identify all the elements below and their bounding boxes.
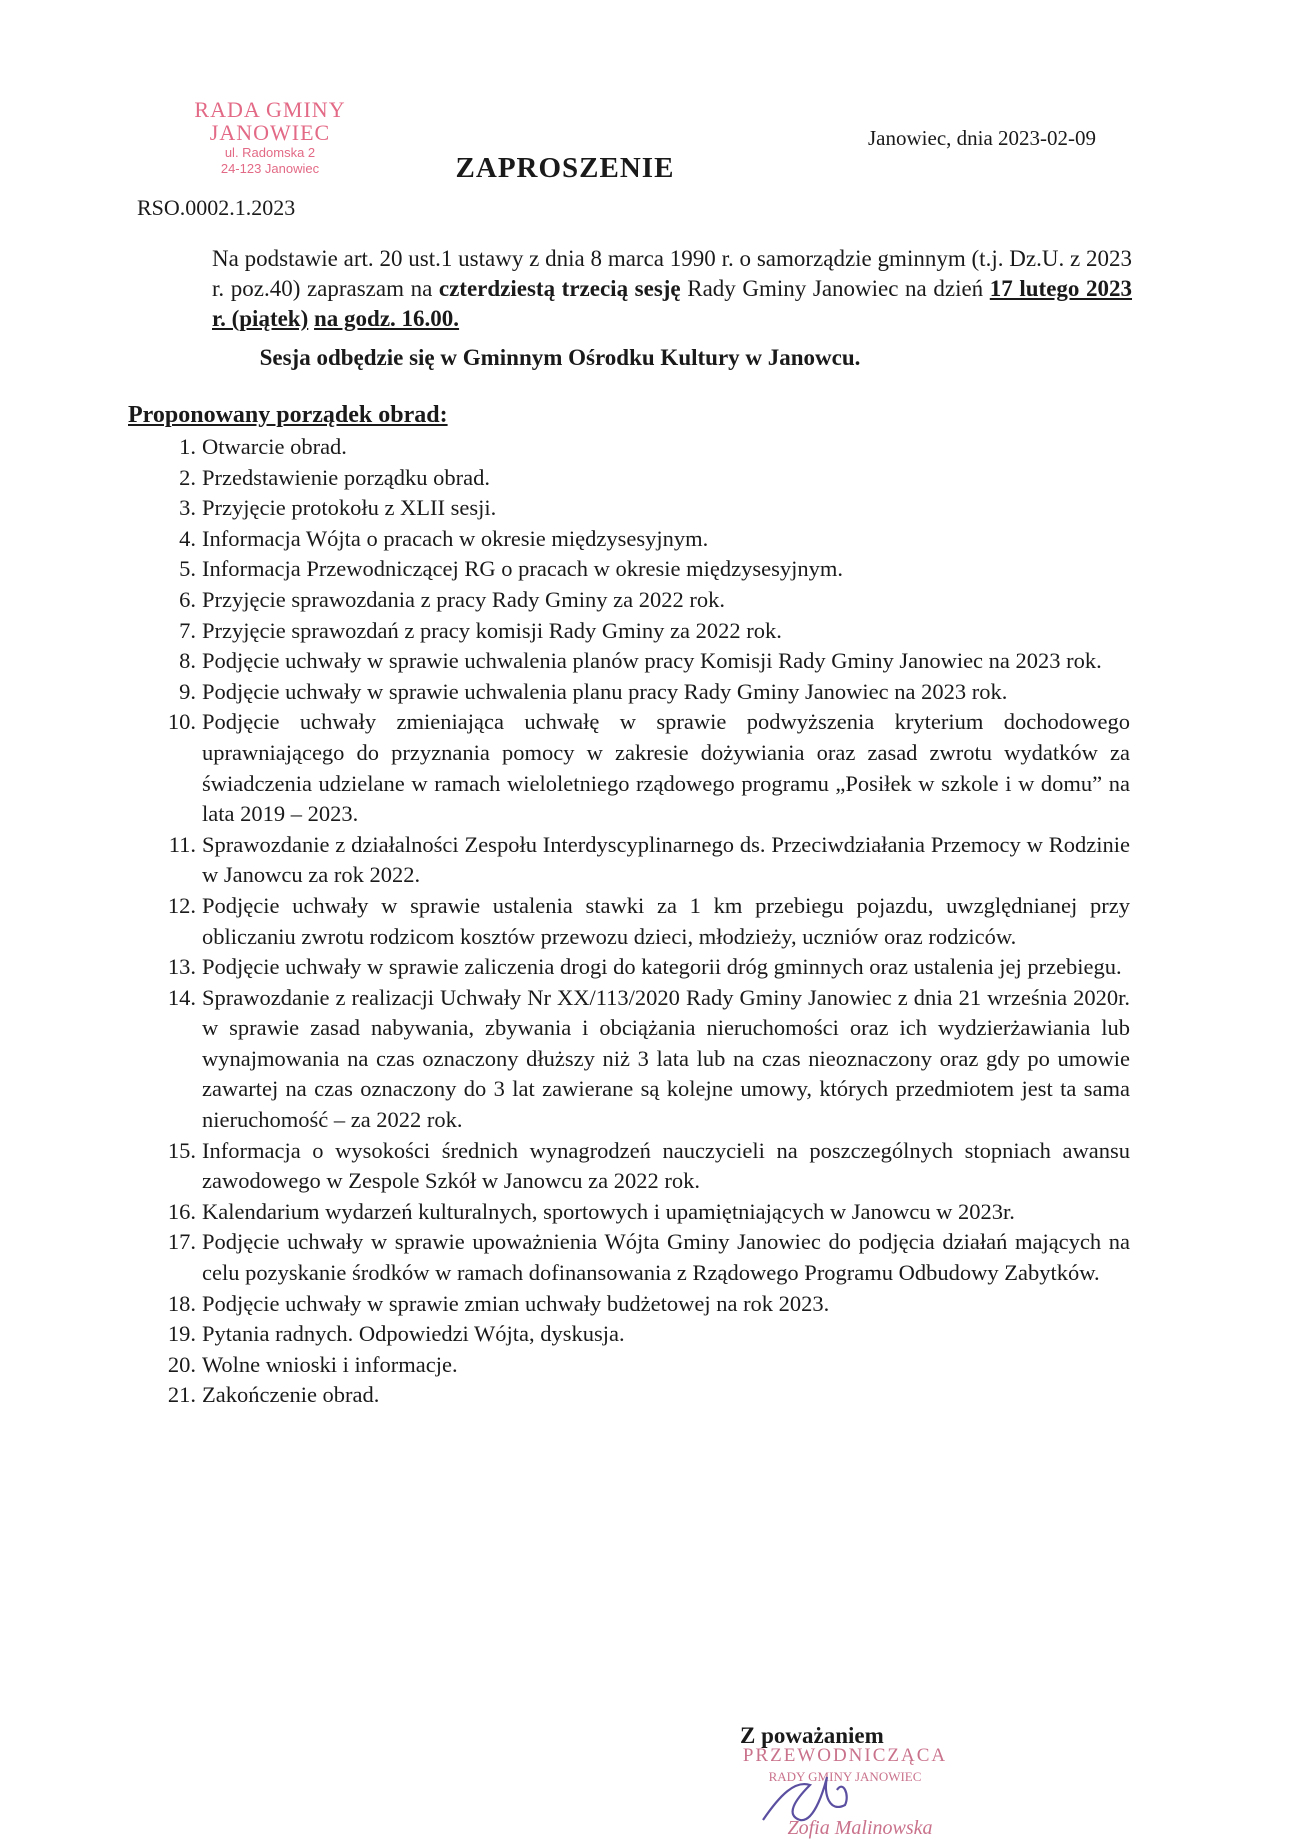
agenda-item-number: 17. [167, 1229, 196, 1255]
agenda-item-number: 21. [167, 1382, 196, 1408]
session-date: 17 lutego 2023 r. (piątek) [212, 276, 1133, 331]
agenda-item-number: 3. [179, 495, 196, 521]
agenda-item [145, 1227, 1130, 1288]
agenda-item [145, 524, 1130, 555]
agenda-item [145, 1350, 1130, 1381]
intro-text-2: Rady Gminy Janowiec na dzień [680, 276, 990, 301]
agenda-item-text: Sprawozdanie z działalności Zespołu Interdyscyplinarnego ds. Przeciwdziałania Przemocy w Rodzinie w Janowcu za rok 2022. [202, 831, 1130, 888]
signature-name: Zofia Malinowska [787, 1817, 933, 1839]
agenda-item-text: Przyjęcie protokołu z XLII sesji. [202, 495, 497, 521]
intro-text-1: Na podstawie art. 20 ust.1 ustawy z dnia 8 marca 1990 r. o samorządzie gminnym (t.j. Dz.U. z 2023 r. poz.40) zapraszam na [212, 246, 1132, 301]
agenda-item-number: 11. [168, 831, 196, 857]
agenda-item [145, 432, 1130, 463]
agenda-item-number: 8. [179, 648, 196, 674]
agenda-item-text: Przyjęcie sprawozdania z pracy Rady Gminy za 2022 rok. [202, 586, 725, 612]
document-title: ZAPROSZENIE [455, 152, 675, 184]
stamp-line-2: JANOWIEC [209, 120, 331, 146]
session-name: czterdziestą trzecią sesję [438, 276, 681, 301]
agenda-item-number: 9. [179, 678, 196, 704]
agenda-item-text: Informacja Wójta o pracach w okresie międzysesyjnym. [202, 525, 709, 551]
agenda-item-number: 10. [167, 709, 196, 735]
agenda-item-number: 14. [167, 984, 196, 1010]
session-time: na godz. 16.00. [314, 306, 460, 331]
signature-title: PRZEWODNICZĄCA [742, 1745, 948, 1766]
agenda-item-number: 12. [167, 892, 196, 918]
reference-number: RSO.0002.1.2023 [137, 195, 296, 220]
signature-subtitle: RADY GMINY JANOWIEC [768, 1769, 922, 1784]
agenda-item-text: Podjęcie uchwały w sprawie zaliczenia drogi do kategorii dróg gminnych oraz ustalenia jej przebiegu. [202, 954, 1122, 980]
agenda-item-number: 18. [167, 1290, 196, 1316]
agenda-item-number: 19. [167, 1321, 196, 1347]
agenda-item [145, 463, 1130, 494]
agenda-item-number: 1. [179, 434, 196, 459]
agenda-item-text: Kalendarium wydarzeń kulturalnych, sportowych i upamiętniających w Janowcu w 2023r. [202, 1198, 1015, 1224]
agenda-item [145, 891, 1130, 952]
agenda-item-text: Podjęcie uchwały w sprawie uchwalenia planów pracy Komisji Rady Gminy Janowiec na 2023 rok. [202, 648, 1102, 674]
stamp-line-1: RADA GMINY [194, 97, 346, 122]
agenda-item [145, 952, 1130, 983]
agenda-item-text: Podjęcie uchwały w sprawie uchwalenia planu pracy Rady Gminy Janowiec na 2023 rok. [202, 678, 1008, 704]
agenda-item-number: 2. [179, 464, 196, 490]
closing-phrase: Z poważaniem [740, 1723, 884, 1748]
signature-stamp [725, 1745, 965, 1840]
agenda-item-text: Otwarcie obrad. [202, 434, 347, 459]
agenda-item-text: Przedstawienie porządku obrad. [202, 464, 491, 490]
stamp-line-4: 24-123 Janowiec [220, 160, 320, 176]
session-location: Sesja odbędzie się w Gminnym Ośrodku Kultury w Janowcu. [259, 345, 861, 370]
agenda-item-number: 13. [167, 954, 196, 980]
agenda-item-number: 5. [179, 556, 196, 582]
agenda-item-text: Informacja Przewodniczącej RG o pracach w okresie międzysesyjnym. [202, 556, 843, 582]
agenda-item-text: Podjęcie uchwały w sprawie ustalenia stawki za 1 km przebiegu pojazdu, uwzględnianej przy obliczaniu zwrotu rodzicom kosztów przewozu dzieci, młodzieży, uczniów oraz rodziców. [202, 892, 1130, 949]
agenda-item-text: Sprawozdanie z realizacji Uchwały Nr XX/113/2020 Rady Gminy Janowiec z dnia 21 września 2020r. w sprawie zasad nabywania, zbywania i obciążania nieruchomości oraz ich wydzierżawiania lub wynajmowania na czas oznaczony dłuższy niż 3 lata lub na czas nieoznaczony oraz gdy po umowie zawartej na czas oznaczony do 3 lat zawierane są kolejne umowy, których przedmiotem jest ta sama nieruchomość – za 2022 rok. [202, 984, 1130, 1133]
stamp-line-3: ul. Radomska 2 [224, 145, 316, 161]
agenda-item-text: Zakończenie obrad. [202, 1382, 380, 1408]
agenda-item [145, 1136, 1130, 1197]
agenda-item-text: Podjęcie uchwały zmieniająca uchwałę w sprawie podwyższenia kryterium dochodowego uprawniającego do przyznania pomocy w zakresie dożywiania oraz zasad zwrotu wydatków za świadczenia udzielane w ramach wieloletniego rządowego programu „Posiłek w szkole i w domu” na lata 2019 – 2023. [202, 709, 1130, 827]
agenda-item-text: Podjęcie uchwały w sprawie zmian uchwały budżetowej na rok 2023. [202, 1290, 830, 1316]
agenda-item [145, 830, 1130, 891]
agenda-item [145, 677, 1130, 708]
agenda-item-text: Przyjęcie sprawozdań z pracy komisji Rady Gminy za 2022 rok. [202, 617, 782, 643]
agenda-item [145, 1197, 1130, 1228]
agenda-item [145, 983, 1130, 1136]
agenda-item-number: 16. [167, 1198, 196, 1224]
place-date: Janowiec, dnia 2023-02-09 [868, 126, 1097, 150]
agenda-item [145, 707, 1130, 829]
agenda-item-number: 15. [167, 1137, 196, 1163]
agenda-item-text: Pytania radnych. Odpowiedzi Wójta, dyskusja. [202, 1321, 625, 1347]
agenda-item [145, 1319, 1130, 1350]
agenda-item [145, 493, 1130, 524]
agenda-item-number: 4. [179, 525, 196, 551]
agenda-item [145, 554, 1130, 585]
agenda-item-number: 20. [167, 1351, 196, 1377]
agenda-item-number: 7. [179, 617, 196, 643]
agenda-item-text: Informacja o wysokości średnich wynagrodzeń nauczycieli na poszczególnych stopniach awansu zawodowego w Zespole Szkół w Janowcu za 2022 rok. [202, 1137, 1130, 1194]
handwritten-signature-icon [755, 1765, 865, 1835]
agenda-item-text: Podjęcie uchwały w sprawie upoważnienia Wójta Gminy Janowiec do podjęcia działań mających na celu pozyskanie środków w ramach dofinansowania z Rządowego Programu Odbudowy Zabytków. [202, 1229, 1130, 1286]
agenda-item-text: Wolne wnioski i informacje. [202, 1351, 458, 1377]
agenda-list [145, 432, 1130, 1411]
agenda-item [145, 646, 1130, 677]
agenda-item [145, 585, 1130, 616]
agenda-item [145, 616, 1130, 647]
agenda-heading: Proponowany porządek obrad: [128, 402, 448, 428]
intro-paragraph [212, 244, 1132, 334]
agenda-item [145, 1380, 1130, 1411]
agenda-item-number: 6. [179, 586, 196, 612]
agenda-item [145, 1289, 1130, 1320]
